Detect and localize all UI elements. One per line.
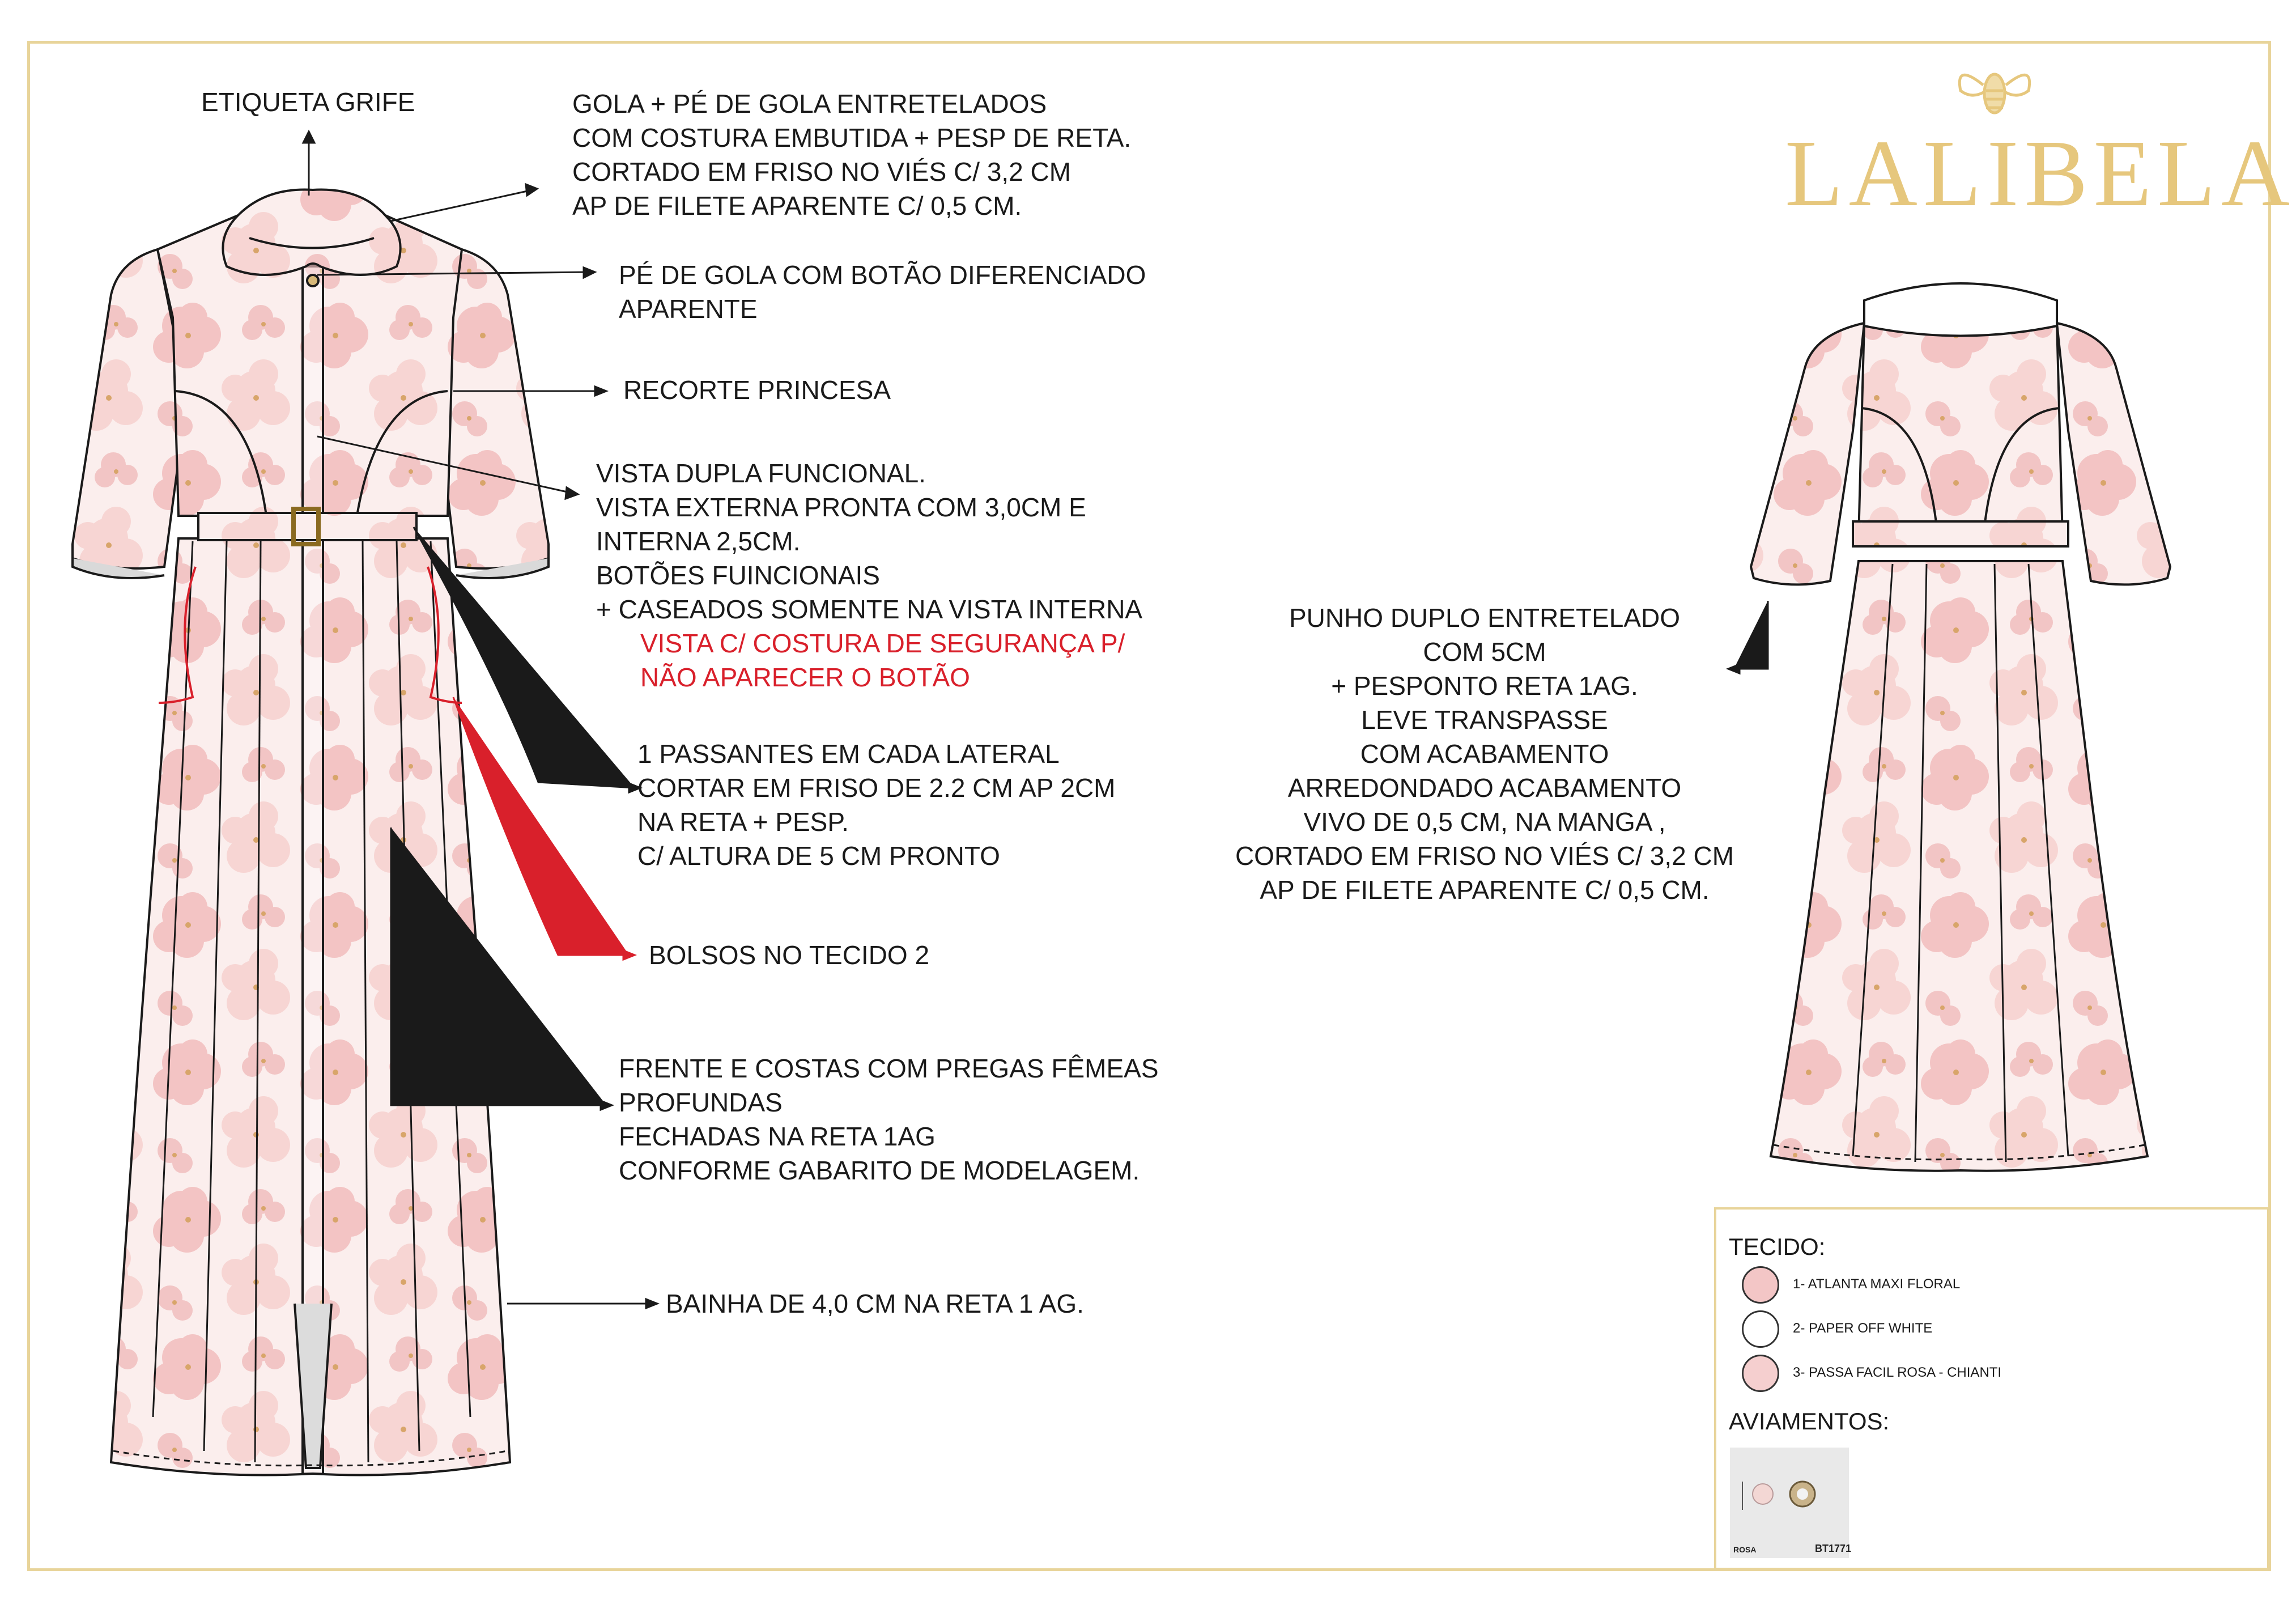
swatch-atlanta <box>1742 1266 1779 1304</box>
annotation-pe-de-gola: PÉ DE GOLA COM BOTÃO DIFERENCIADO APARENTE <box>619 260 1146 324</box>
brand-logo: LALIBELA <box>1785 121 2296 226</box>
swatch-passa-facil <box>1742 1355 1779 1392</box>
back-skirt <box>1771 561 2148 1171</box>
legend-item-1: 1- ATLANTA MAXI FLORAL <box>1793 1276 1961 1292</box>
annotation-vista: VISTA DUPLA FUNCIONAL. VISTA EXTERNA PRONTA COM 3,0CM E INTERNA 2,5CM. BOTÕES FUINCIONAIS + CASEADOS SOMENTE NA VISTA INTERNA <box>596 459 1143 624</box>
front-belt <box>198 513 416 540</box>
annotation-passantes: 1 PASSANTES EM CADA LATERAL CORTAR EM FRISO DE 2.2 CM AP 2CM NA RETA + PESP. C/ ALTURA DE 5 CM PRONTO <box>637 739 1116 871</box>
annotation-recorte: RECORTE PRINCESA <box>623 375 891 405</box>
trim-button-photo <box>1730 1448 1852 1558</box>
materials-legend <box>1714 1207 2269 1570</box>
back-collar <box>1864 283 2057 336</box>
button-photo-icon <box>1730 1448 1852 1558</box>
annotation-pregas: FRENTE E COSTAS COM PREGAS FÊMEAS PROFUNDAS FECHADAS NA RETA 1AG CONFORME GABARITO DE MODELAGEM. <box>619 1054 1159 1185</box>
annotation-bolsos: BOLSOS NO TECIDO 2 <box>649 940 930 970</box>
trim-code: BT1771 <box>1815 1543 1852 1554</box>
annotation-bainha: BAINHA DE 4,0 CM NA RETA 1 AG. <box>666 1289 1084 1318</box>
legend-item-2: 2- PAPER OFF WHITE <box>1793 1321 1933 1336</box>
aviamentos-title: AVIAMENTOS: <box>1729 1408 1890 1435</box>
swatch-paper <box>1742 1310 1779 1348</box>
bee-logo <box>1959 74 2029 113</box>
front-collar <box>223 190 400 275</box>
tecido-title: TECIDO: <box>1729 1233 1826 1260</box>
annotation-punho: PUNHO DUPLO ENTRETELADO COM 5CM + PESPONTO RETA 1AG. LEVE TRANSPASSE COM ACABAMENTO ARREDONDADO ACABAMENTO VIVO DE 0,5 CM, NA MANGA , CORTADO EM FRISO NO VIÉS C/ 3,2 CM AP DE FILETE APARENTE C/ 0,5 CM. <box>1235 603 1734 905</box>
annotation-vista-red: VISTA C/ COSTURA DE SEGURANÇA P/ NÃO APARECER O BOTÃO <box>640 629 1125 692</box>
back-dress-drawing <box>1751 283 2170 1171</box>
trim-color-label: ROSA <box>1733 1545 1757 1554</box>
back-belt <box>1853 521 2068 546</box>
legend-item-3: 3- PASSA FACIL ROSA - CHIANTI <box>1793 1365 2002 1380</box>
annotation-gola: GOLA + PÉ DE GOLA ENTRETELADOS COM COSTURA EMBUTIDA + PESP DE RETA. CORTADO EM FRISO NO VIÉS C/ 3,2 CM AP DE FILETE APARENTE C/ 0,5 CM. <box>572 89 1132 220</box>
annotation-etiqueta: ETIQUETA GRIFE <box>201 87 415 117</box>
front-dress-drawing <box>73 190 549 1475</box>
